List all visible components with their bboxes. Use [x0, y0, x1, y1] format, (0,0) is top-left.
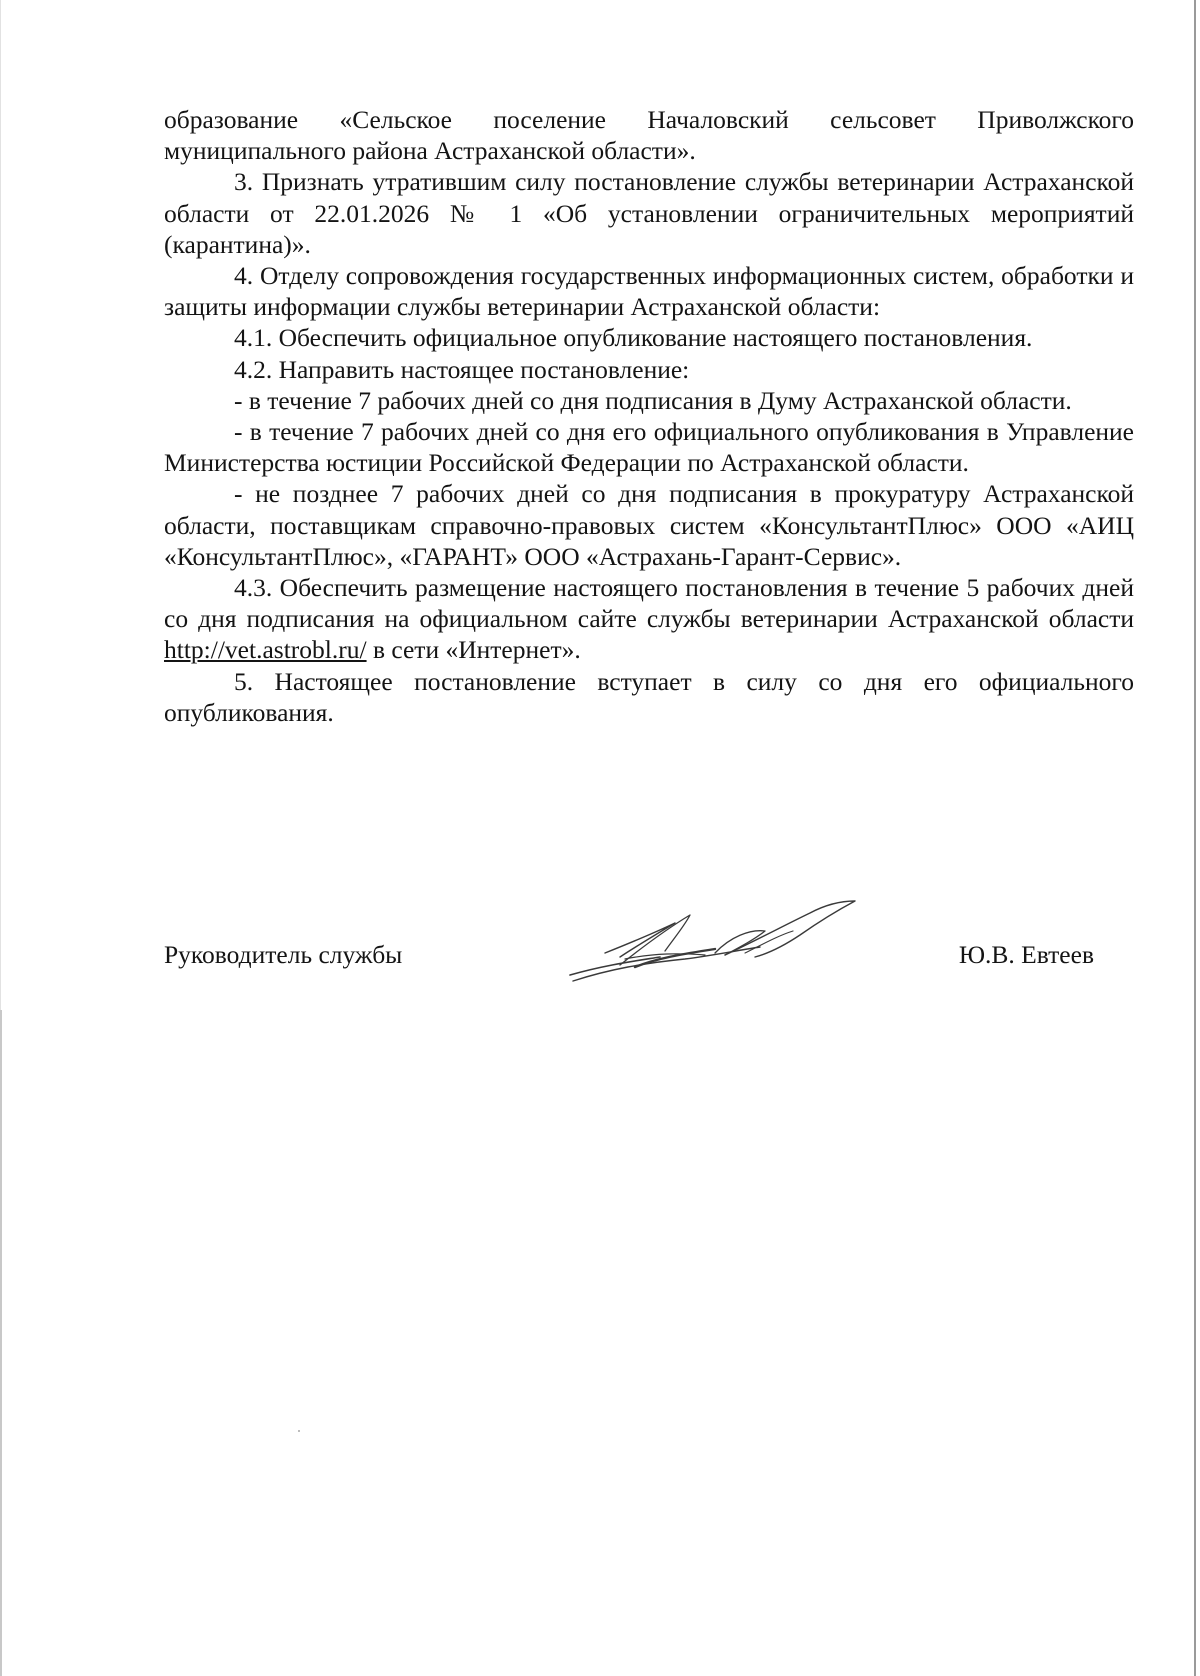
paragraph-item-3: 3. Признать утратившим силу постановление службы ветеринарии Астраханской области от 22.01.2026 № 1 «Об установлении ограничительных мероприятий (карантина)». [164, 167, 1134, 259]
paragraph-item-4-2-prosecutor: - не позднее 7 рабочих дней со дня подписания в прокуратуру Астраханской области, поставщикам справочно-правовых систем «КонсультантПлюс» ООО «АИЦ «КонсультантПлюс», «ГАРАНТ» ООО «Астрахань-Гарант-Сервис». [164, 479, 1134, 571]
scan-edge-right [1194, 0, 1196, 1676]
paragraph-continuation: образование «Сельское поселение Началовский сельсовет Приволжского муниципального района Астраханской области». [164, 105, 1134, 166]
paragraph-item-4-3-text: 4.3. Обеспечить размещение настоящего постановления в течение 5 рабочих дней со дня подписания на официальном сайте службы ветеринарии Астраханской области [164, 573, 1134, 634]
scan-edge-left [0, 1010, 2, 1676]
paragraph-item-4-3-tail: в сети «Интернет». [366, 635, 581, 665]
paragraph-item-4: 4. Отделу сопровождения государственных информационных систем, обработки и защиты информации службы ветеринарии Астраханской области: [164, 261, 1134, 322]
website-link[interactable]: http://vet.astrobl.ru/ [164, 635, 367, 665]
signatory-position: Руководитель службы [164, 940, 403, 969]
signature-block [164, 940, 1094, 980]
document-body [164, 104, 1134, 728]
paragraph-item-4-1: 4.1. Обеспечить официальное опубликование настоящего постановления. [234, 323, 1033, 353]
paragraph-item-4-2-duma: - в течение 7 рабочих дней со дня подписания в Думу Астраханской области. [234, 385, 1072, 415]
paragraph-item-5: 5. Настоящее постановление вступает в силу со дня его официального опубликования. [164, 666, 1134, 727]
paragraph-item-4-3 [164, 572, 1134, 666]
scan-speck [298, 1430, 300, 1432]
paragraph-item-4-2-justice: - в течение 7 рабочих дней со дня его официального опубликования в Управление Министерства юстиции Российской Федерации по Астраханской области. [164, 417, 1134, 478]
signatory-name: Ю.В. Евтеев [958, 940, 1094, 969]
paragraph-item-4-2: 4.2. Направить настоящее постановление: [234, 354, 690, 384]
